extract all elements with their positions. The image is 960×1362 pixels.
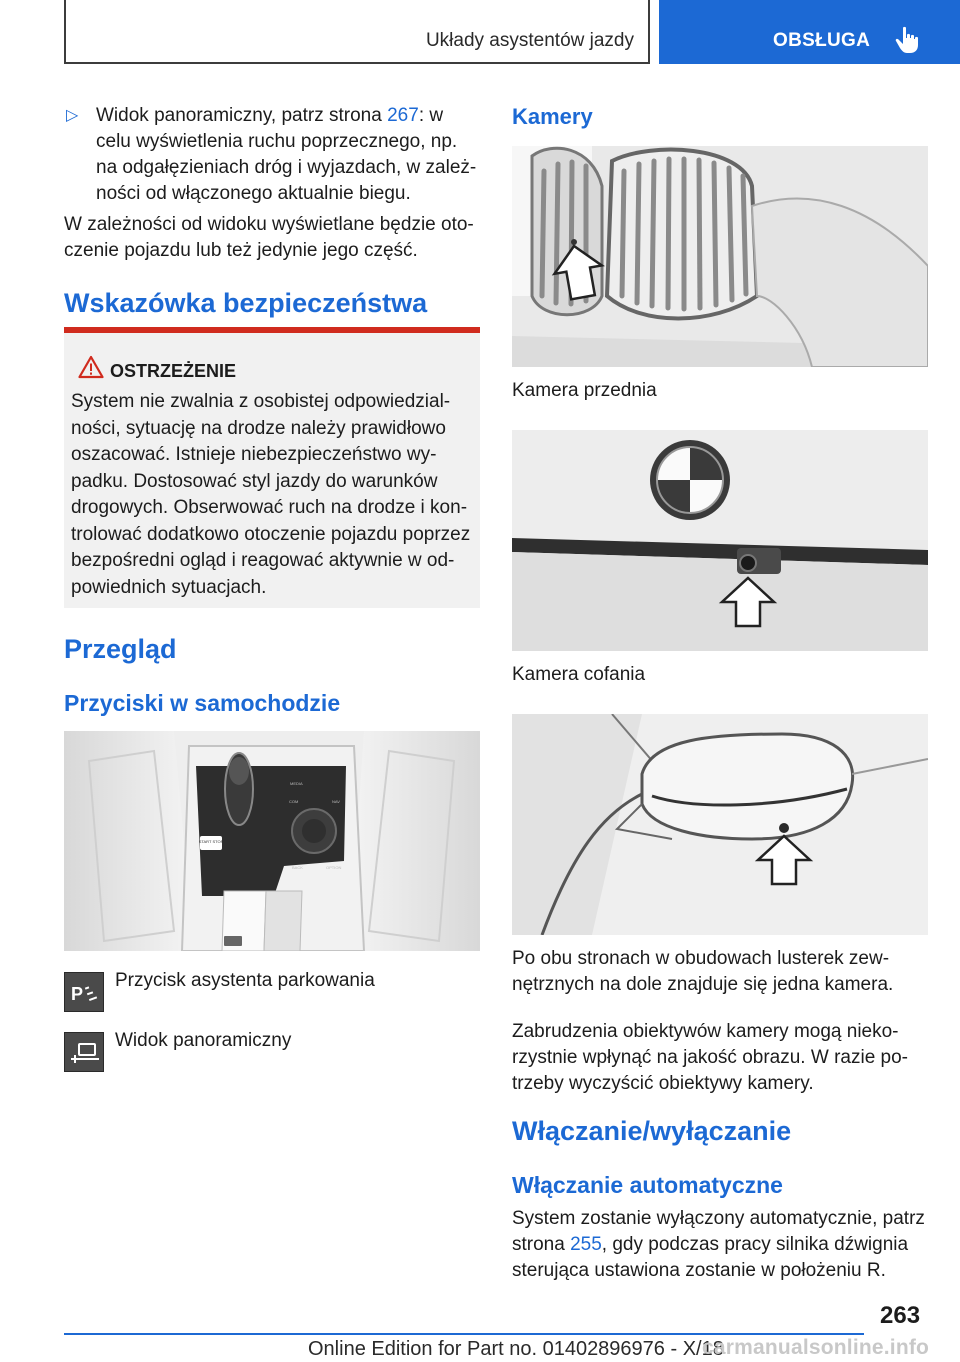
center-console-image (64, 731, 480, 951)
header-section-box (64, 0, 650, 64)
mirror-camera-paragraph: Po obu stronach w obudowach lusterek zew- nętrznych na dole znajduje się jedna kamera. (512, 948, 894, 995)
hand-pointer-icon (895, 26, 921, 54)
button-item-parking-label: Przycisk asystenta parkowania (115, 970, 375, 991)
warning-title: OSTRZEŻENIE (110, 361, 237, 381)
bullet-arrow-icon: ▷ (66, 107, 79, 124)
auto-paragraph: System zostanie wyłączony automatycznie, patrz strona 255, gdy podczas pracy silnika dźwignia sterująca ustawiona zostanie w położeniu R. (512, 1208, 925, 1281)
rear-camera-image (512, 430, 928, 651)
warning-text: System nie zwalnia z osobistej odpowiedzial- ności, sytuację na drodze należy prawidłowo oszacować. Istnieje niebezpieczeństwo wy- padku. Dostosować styl jazdy do warunków drogowych. Obserwować ruch na drodze i kon- trolować dodatkowo otoczenie pojazdu poprzez bezpośredni ogląd i reagować aktywnie w od- powiednich sytuacjach. (71, 391, 471, 598)
center-console-drawing (64, 731, 480, 951)
back-label: BACK (292, 865, 303, 870)
overview-heading: Przegląd (64, 634, 177, 664)
button-item-panorama-label: Widok panoramiczny (115, 1030, 292, 1051)
cameras-heading: Kamery (512, 104, 593, 129)
media-label: MEDIA (290, 781, 303, 786)
side-mirror-image (512, 714, 928, 935)
chapter-label: OBSŁUGA (773, 30, 871, 51)
auto-heading: Włączanie automatyczne (512, 1172, 783, 1198)
page-number: 263 (880, 1302, 921, 1329)
nav-label: NAV (332, 799, 340, 804)
chapter-tab[interactable] (659, 0, 960, 64)
dirt-paragraph: Zabrudzenia obiektywów kamery mogą nieko- rzystnie wpłynąć na jakość obrazu. W razie po- trzeby wyczyścić obiektywy kamery. (512, 1021, 908, 1094)
footer-edition: Online Edition for Part no. 01402896976 - X/18 (308, 1338, 724, 1360)
footer-watermark[interactable]: carmanualsonline.info (702, 1336, 930, 1359)
front-camera-image (512, 146, 928, 367)
parking-assistant-icon (64, 972, 104, 1012)
start-stop-label: START STOP (198, 839, 224, 844)
safety-heading: Wskazówka bezpieczeństwa (64, 288, 428, 318)
onoff-heading: Włączanie/wyłączanie (512, 1116, 792, 1146)
front-camera-caption: Kamera przednia (512, 380, 657, 401)
rear-camera-caption: Kamera cofania (512, 664, 646, 685)
bullet-item: Widok panoramiczny, patrz strona 267: w celu wyświetlenia ruchu poprzecznego, np. na odgałęzieniach dróg i wyjazdach, w zależ- ności od włączonego aktualnie biegu. (96, 105, 477, 204)
warning-triangle-icon (78, 355, 104, 379)
view-paragraph: W zależności od widoku wyświetlane będzie oto- czenie pojazdu lub też jedynie jego część. (64, 214, 474, 261)
footer-divider (64, 1333, 864, 1335)
svg-text:P: P (71, 984, 84, 1004)
option-label: OPTION (326, 865, 342, 870)
section-title: Układy asystentów jazdy (425, 30, 634, 51)
page-link-267[interactable]: 267 (387, 105, 419, 126)
buttons-heading: Przyciski w samochodzie (64, 690, 341, 716)
page-link-255[interactable]: 255 (570, 1234, 602, 1255)
com-label: COM (289, 799, 299, 804)
warning-box (64, 327, 480, 608)
panorama-view-icon (64, 1032, 104, 1072)
